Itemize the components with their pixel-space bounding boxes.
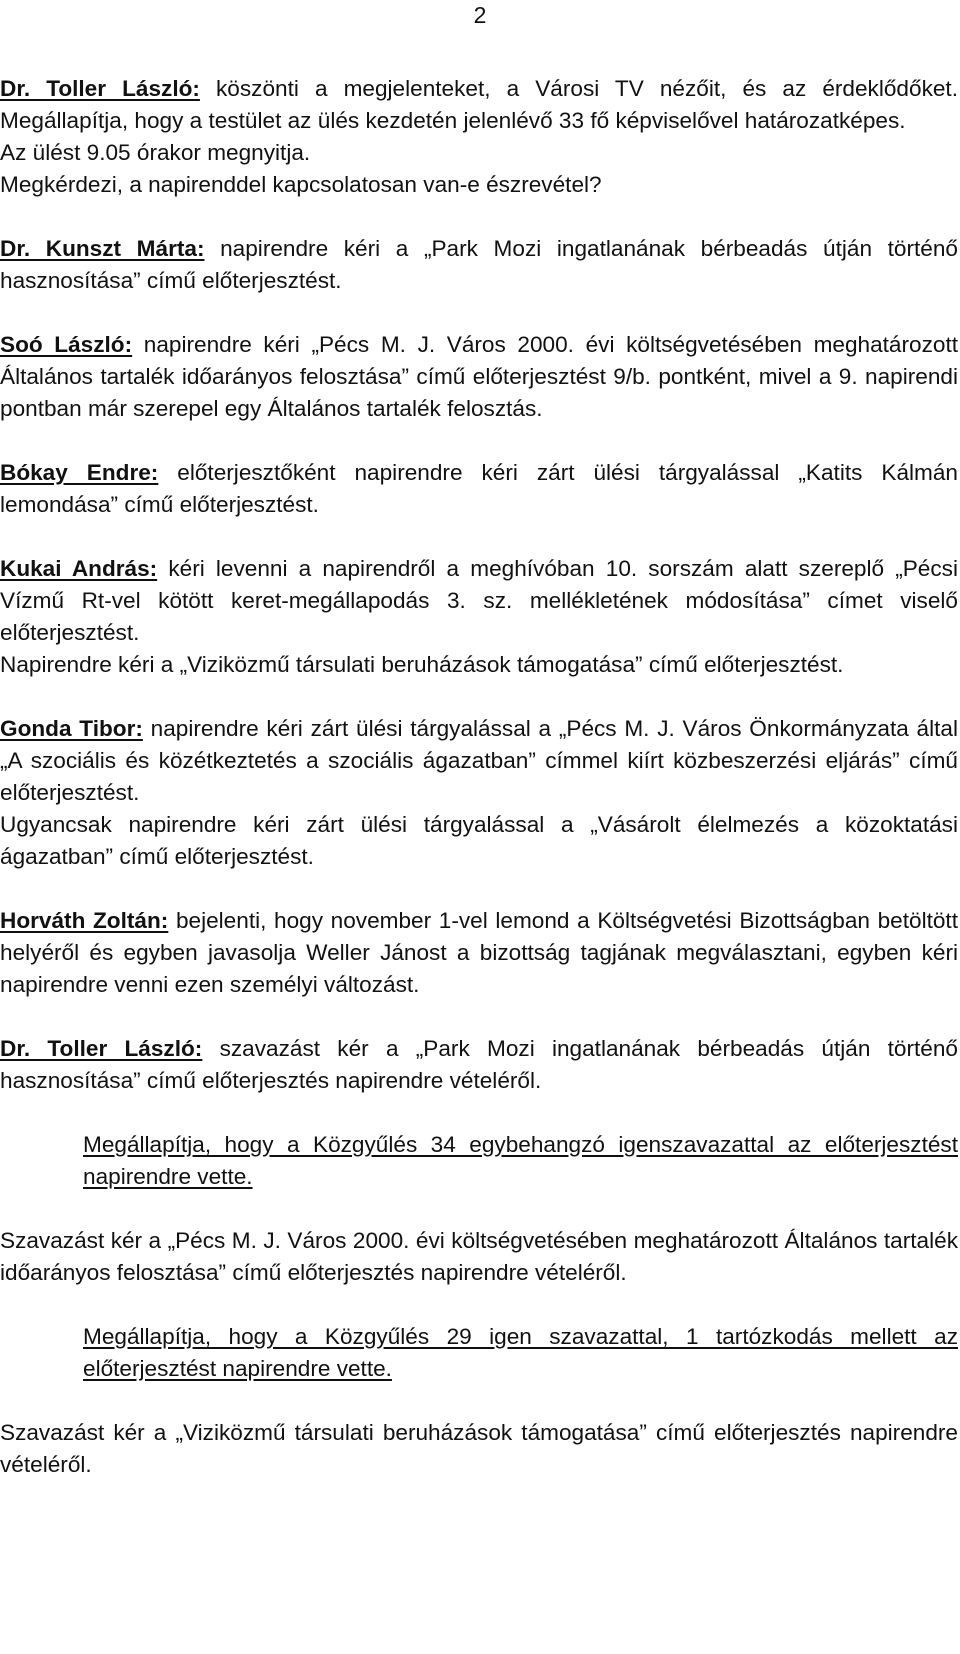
resolution-1: Megállapítja, hogy a Közgyűlés 34 egybehangzó igenszavazattal az előterjesztést napirendre vette. <box>83 1132 958 1189</box>
paragraph-4 <box>0 457 958 521</box>
paragraph-text: szavazást kér a „Park Mozi ingatlanának bérbeadás útján történő hasznosítása” című előterjesztés napirendre vételéről. <box>0 1036 958 1093</box>
document-body <box>0 73 958 1481</box>
paragraph-text: napirendre kéri „Pécs M. J. Város 2000. évi költségvetésében meghatározott Általános tartalék időarányos felosztása” című előterjesztést 9/b. pontként, mivel a 9. napirendi pontban már szerepel egy Általános tartalék felosztás. <box>0 332 959 421</box>
speaker-name: Dr. Toller László: <box>0 1036 203 1061</box>
speaker-name: Dr. Kunszt Márta: <box>0 236 205 261</box>
paragraph-6 <box>0 713 958 873</box>
paragraph-1 <box>0 73 958 201</box>
page-number: 2 <box>473 2 487 28</box>
paragraph-7 <box>0 905 958 1001</box>
speaker-name: Bókay Endre: <box>0 460 159 485</box>
paragraph-8 <box>0 1033 958 1097</box>
speaker-name: Soó László: <box>0 332 133 357</box>
paragraph-text: bejelenti, hogy november 1-vel lemond a Költségvetési Bizottságban betöltött helyéről és egyben javasolja Weller Jánost a bizottság tagjának megválasztani, egyben kéri napirendre venni ezen személyi változást. <box>0 908 958 997</box>
paragraph-text: köszönti a megjelenteket, a Városi TV nézőit, és az érdeklődőket. Megállapítja, hogy a testület az ülés kezdetén jelenlévő 33 fő képviselővel határozatképes. <box>0 76 958 133</box>
paragraph-12: Szavazást kér a „Viziközmű társulati beruházások támogatása” című előterjesztés napirendre vételéről. <box>0 1420 958 1477</box>
paragraph-line: Ugyancsak napirendre kéri zárt ülési tárgyalással a „Vásárolt élelmezés a közoktatási ágazatban” című előterjesztést. <box>0 812 958 869</box>
resolution-2: Megállapítja, hogy a Közgyűlés 29 igen szavazattal, 1 tartózkodás mellett az előterjesztést napirendre vette. <box>83 1324 958 1381</box>
paragraph-3 <box>0 329 958 425</box>
paragraph-line: Napirendre kéri a „Viziközmű társulati beruházások támogatása” című előterjesztést. <box>0 652 844 677</box>
speaker-name: Horváth Zoltán: <box>0 908 169 933</box>
speaker-name: Dr. Toller László: <box>0 76 200 101</box>
paragraph-line: Megkérdezi, a napirenddel kapcsolatosan van-e észrevétel? <box>0 172 602 197</box>
paragraph-text: kéri levenni a napirendről a meghívóban 10. sorszám alatt szereplő „Pécsi Vízmű Rt-vel kötött keret-megállapodás 3. sz. mellékletének módosítása” címet viselő előterjesztést. <box>0 556 958 645</box>
speaker-name: Gonda Tibor: <box>0 716 143 741</box>
paragraph-line: Az ülést 9.05 órakor megnyitja. <box>0 140 311 165</box>
paragraph-2 <box>0 233 958 297</box>
paragraph-10: Szavazást kér a „Pécs M. J. Város 2000. évi költségvetésében meghatározott Általános tartalék időarányos felosztása” című előterjesztés napirendre vételéről. <box>0 1228 958 1285</box>
paragraph-5 <box>0 553 958 681</box>
speaker-name: Kukai András: <box>0 556 158 581</box>
paragraph-text: előterjesztőként napirendre kéri zárt ülési tárgyalással „Katits Kálmán lemondása” című előterjesztést. <box>0 460 958 517</box>
paragraph-text: napirendre kéri a „Park Mozi ingatlanának bérbeadás útján történő hasznosítása” című előterjesztést. <box>0 236 958 293</box>
paragraph-text: napirendre kéri zárt ülési tárgyalással a „Pécs M. J. Város Önkormányzata által „A szociális és közétkeztetés a szociális ágazatban” címmel kiírt közbeszerzési eljárás” című előterjesztést. <box>0 716 958 805</box>
